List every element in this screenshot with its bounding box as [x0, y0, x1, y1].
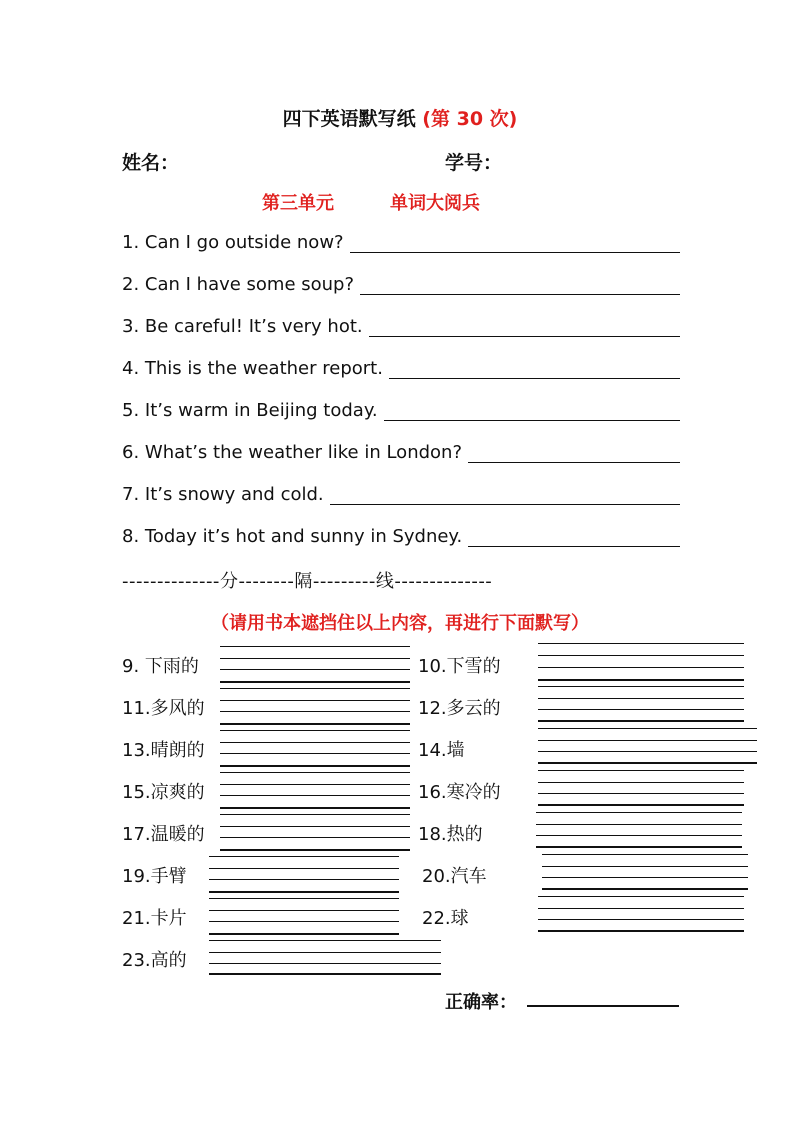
student-id-label: 学号： [445, 152, 503, 174]
answer-line[interactable] [468, 528, 680, 547]
writing-guide-line[interactable] [220, 742, 410, 743]
writing-guide-line[interactable] [220, 814, 410, 815]
sentence-text: 7. It’s snowy and cold. [122, 484, 324, 505]
writing-guide-line[interactable] [220, 711, 410, 712]
writing-guide-line[interactable] [220, 849, 410, 851]
writing-guide-line[interactable] [220, 765, 410, 767]
writing-guide-line[interactable] [220, 807, 410, 809]
writing-guide-line[interactable] [536, 812, 742, 813]
divider-char: 线 [375, 571, 395, 592]
answer-line[interactable] [360, 276, 680, 295]
writing-guide-line[interactable] [538, 770, 744, 771]
sentence-row [122, 526, 680, 547]
writing-guide-line[interactable] [542, 888, 748, 890]
writing-guide-line[interactable] [209, 952, 441, 953]
cut-divider [122, 567, 492, 593]
writing-guide-line[interactable] [220, 700, 410, 701]
vocab-label: 10.下雪的 [418, 656, 501, 677]
writing-guide-line[interactable] [538, 782, 744, 783]
writing-guide-line[interactable] [209, 910, 399, 911]
writing-guide-line[interactable] [209, 940, 441, 941]
sentence-text: 2. Can I have some soup? [122, 274, 355, 295]
writing-guide-line[interactable] [538, 896, 744, 897]
vocab-label: 17.温暖的 [122, 824, 205, 845]
vocab-label: 15.凉爽的 [122, 782, 205, 803]
writing-guide-line[interactable] [209, 891, 399, 893]
divider-char: 分 [219, 571, 239, 592]
session-number: (第 30 次) [422, 108, 518, 130]
divider-char: 隔 [294, 571, 313, 592]
accuracy-answer-line[interactable] [527, 1005, 679, 1007]
sentence-row [122, 274, 680, 295]
writing-guide-line[interactable] [209, 973, 441, 975]
writing-guide-line[interactable] [538, 793, 744, 794]
writing-guide-line[interactable] [538, 720, 744, 722]
writing-guide-line[interactable] [220, 784, 410, 785]
sentence-text: 6. What’s the weather like in London? [122, 442, 463, 463]
sentence-text: 1. Can I go outside now? [122, 232, 344, 253]
sentence-row [122, 232, 680, 253]
writing-guide-line[interactable] [220, 730, 410, 731]
vocab-label: 16.寒冷的 [418, 782, 501, 803]
writing-guide-line[interactable] [538, 762, 757, 764]
writing-guide-line[interactable] [538, 643, 744, 644]
divider-dashes: -------- [238, 571, 295, 592]
writing-guide-line[interactable] [538, 740, 757, 741]
divider-dashes: --------- [312, 571, 376, 592]
writing-guide-line[interactable] [538, 686, 744, 687]
answer-line[interactable] [389, 360, 680, 379]
writing-guide-line[interactable] [542, 854, 748, 855]
sentence-text: 4. This is the weather report. [122, 358, 383, 379]
writing-guide-line[interactable] [542, 866, 748, 867]
sentence-row [122, 484, 680, 505]
writing-guide-line[interactable] [220, 837, 410, 838]
writing-guide-line[interactable] [209, 921, 399, 922]
sentence-text: 5. It’s warm in Beijing today. [122, 400, 378, 421]
page-title [0, 104, 800, 131]
divider-dashes: -------------- [394, 571, 493, 592]
section-name: 单词大阅兵 [390, 193, 480, 214]
vocab-label: 18.热的 [418, 824, 483, 845]
vocab-label: 14.墙 [418, 740, 465, 761]
writing-guide-line[interactable] [220, 646, 410, 647]
accuracy-label: 正确率： [445, 992, 517, 1013]
vocab-label: 21.卡片 [122, 908, 187, 929]
unit-name: 第三单元 [262, 193, 334, 214]
writing-guide-line[interactable] [220, 772, 410, 773]
vocab-label: 22.球 [422, 908, 469, 929]
writing-guide-line[interactable] [220, 795, 410, 796]
divider-dashes: -------------- [122, 571, 220, 592]
writing-guide-line[interactable] [209, 898, 399, 899]
sentence-text: 8. Today it’s hot and sunny in Sydney. [122, 526, 463, 547]
sentence-row [122, 316, 680, 337]
writing-guide-line[interactable] [220, 826, 410, 827]
answer-line[interactable] [468, 444, 680, 463]
writing-guide-line[interactable] [209, 963, 441, 964]
writing-guide-line[interactable] [538, 908, 744, 909]
writing-guide-line[interactable] [220, 688, 410, 689]
writing-guide-line[interactable] [209, 856, 399, 857]
vocab-label: 19.手臂 [122, 866, 187, 887]
writing-guide-line[interactable] [538, 751, 757, 752]
sentence-text: 3. Be careful! It’s very hot. [122, 316, 363, 337]
writing-guide-line[interactable] [538, 804, 744, 806]
writing-guide-line[interactable] [538, 728, 757, 729]
answer-line[interactable] [384, 402, 680, 421]
writing-guide-line[interactable] [536, 824, 742, 825]
writing-guide-line[interactable] [538, 655, 744, 656]
writing-guide-line[interactable] [538, 698, 744, 699]
vocab-label: 20.汽车 [422, 866, 487, 887]
writing-guide-line[interactable] [536, 846, 742, 848]
writing-guide-line[interactable] [538, 930, 744, 932]
writing-guide-line[interactable] [220, 669, 410, 670]
writing-guide-line[interactable] [209, 868, 399, 869]
writing-guide-line[interactable] [538, 679, 744, 681]
vocab-label: 23.高的 [122, 950, 187, 971]
sentence-row [122, 358, 680, 379]
name-label: 姓名： [122, 152, 180, 174]
writing-guide-line[interactable] [538, 919, 744, 920]
vocab-label: 12.多云的 [418, 698, 501, 719]
writing-guide-line[interactable] [220, 753, 410, 754]
writing-guide-line[interactable] [536, 835, 742, 836]
writing-guide-line[interactable] [220, 723, 410, 725]
answer-line[interactable] [330, 486, 680, 505]
writing-guide-line[interactable] [220, 658, 410, 659]
vocab-label: 9. 下雨的 [122, 656, 199, 677]
instruction-note: （请用书本遮挡住以上内容，再进行下面默写） [211, 613, 589, 634]
writing-guide-line[interactable] [538, 667, 744, 668]
vocab-label: 13.晴朗的 [122, 740, 205, 761]
writing-guide-line[interactable] [538, 709, 744, 710]
sentence-row [122, 400, 680, 421]
answer-line[interactable] [350, 234, 680, 253]
writing-guide-line[interactable] [220, 681, 410, 683]
writing-guide-line[interactable] [542, 877, 748, 878]
vocab-label: 11.多风的 [122, 698, 205, 719]
writing-guide-line[interactable] [209, 879, 399, 880]
answer-line[interactable] [369, 318, 680, 337]
title-text: 四下英语默写纸 [282, 108, 416, 130]
writing-guide-line[interactable] [209, 933, 399, 935]
sentence-row [122, 442, 680, 463]
